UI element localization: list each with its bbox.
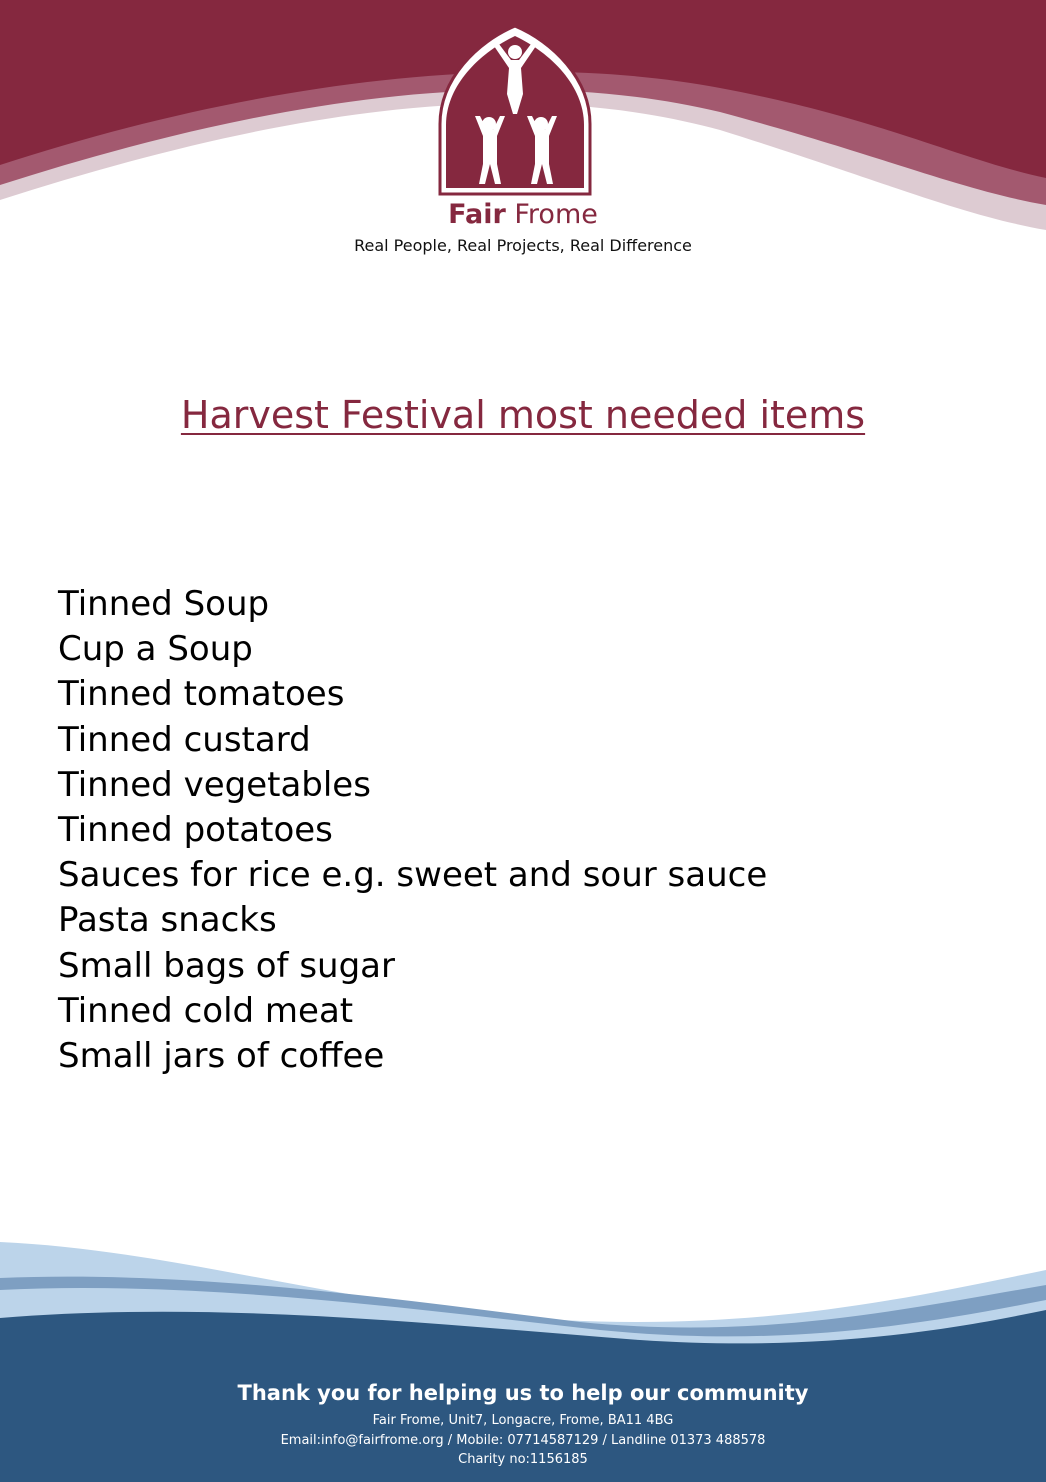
page-title: Harvest Festival most needed items: [180, 393, 866, 437]
list-item: Cup a Soup: [58, 629, 253, 670]
footer-address: Fair Frome, Unit7, Longacre, Frome, BA11 4BG: [372, 1413, 674, 1428]
list-item: Sauces for rice e.g. sweet and sour sauce: [58, 855, 768, 896]
list-item: Pasta snacks: [58, 900, 277, 941]
list-item: Tinned custard: [58, 719, 311, 760]
list-item: Tinned vegetables: [58, 764, 371, 805]
footer-thanks: Thank you for helping us to help our community: [237, 1381, 809, 1405]
organization-name-rest: Frome: [505, 199, 598, 230]
organization-name: [0, 198, 1046, 232]
people-pyramid-logo-icon: [437, 24, 593, 196]
list-item: Tinned Soup: [58, 584, 270, 624]
organization-name-bold: Fair: [448, 199, 506, 230]
tagline: Real People, Real Projects, Real Difference: [354, 236, 692, 255]
list-item: Small jars of coffee: [58, 1036, 385, 1077]
needed-items-list: [58, 582, 1008, 1079]
list-item: Tinned tomatoes: [58, 674, 345, 715]
footer-contact: Email:info@fairfrome.org / Mobile: 07714587129 / Landline 01373 488578: [280, 1433, 766, 1448]
list-item: Small bags of sugar: [58, 945, 395, 986]
footer-charity-number: Charity no:1156185: [458, 1452, 588, 1467]
list-item: Tinned cold meat: [58, 990, 354, 1031]
list-item: Tinned potatoes: [58, 810, 333, 851]
